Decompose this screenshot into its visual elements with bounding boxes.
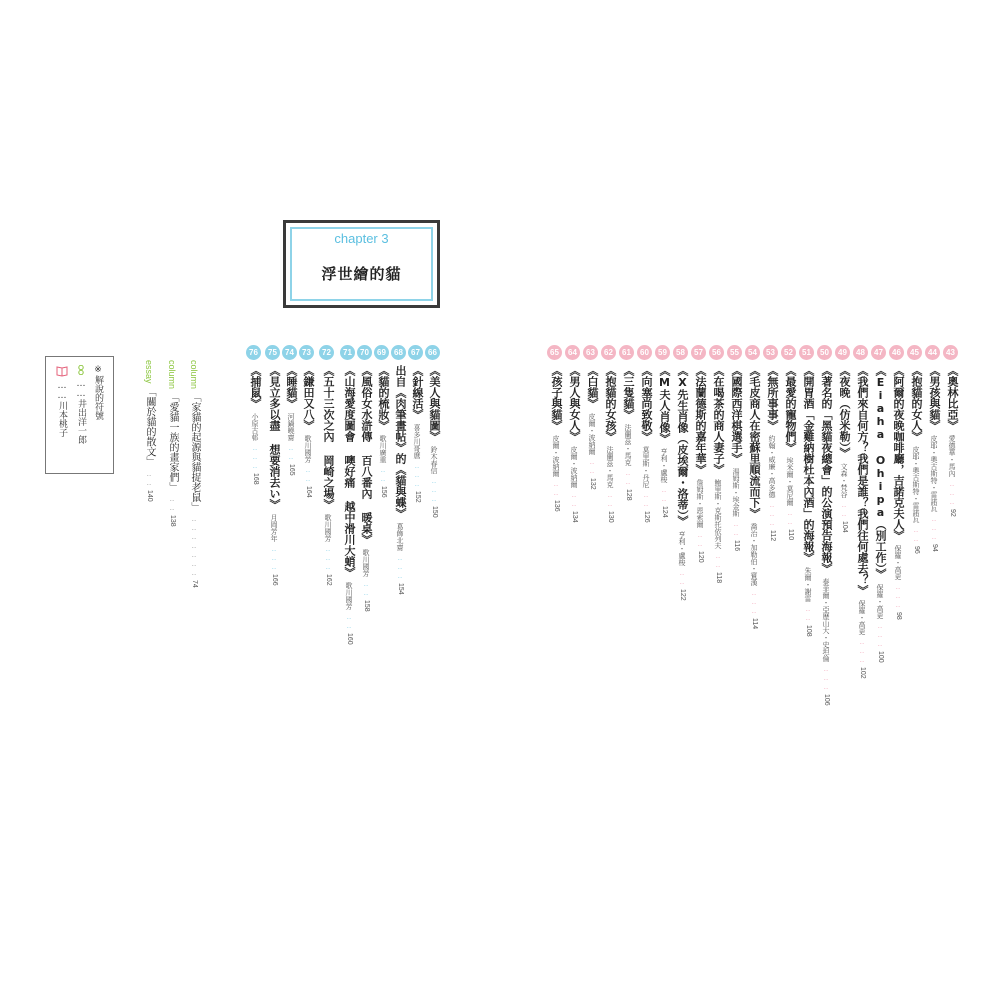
entry-number: 71 (340, 345, 355, 360)
leader-dots: ‥‥ (714, 552, 722, 570)
entry-page: 94 (931, 544, 938, 552)
entry-title: 《美人與貓圖》 (428, 365, 441, 442)
entry-artist: 保羅・高更 (876, 583, 884, 619)
entry-number: 67 (408, 345, 423, 360)
legend-box (45, 356, 114, 474)
entry-title: 《五十三次之內 岡崎之場》 (322, 365, 335, 510)
entry-artist: 約翰・威廉・高多德 (768, 435, 776, 498)
entry-artist: 朱爾・謝雷 (804, 567, 812, 602)
entry-page: 104 (841, 520, 848, 533)
entry-artist: 愛德華・馬內 (948, 435, 956, 477)
entry-title: 《無所事事》 (766, 365, 779, 431)
entry-number: 72 (319, 345, 334, 360)
leader-dots: ‥‥ (345, 613, 353, 631)
entry-artist: 皮爾・波納爾 (588, 413, 596, 455)
entry-artist: 莫里斯・丹尼 (642, 446, 650, 488)
entry-artist: 亨利・盧梭 (678, 530, 686, 566)
entry-page: 164 (305, 486, 312, 498)
leader-dots: ‥‥ (552, 480, 560, 498)
entry-title: 出自《肉筆畫帖》的《貓與蝶》 (394, 365, 407, 519)
entry-title: 《捕鼠》 (249, 365, 262, 409)
entry-page: 132 (589, 478, 596, 490)
entry-number: 62 (601, 345, 616, 360)
leader-dots: ‥‥ (732, 520, 740, 538)
entry-page: 98 (895, 612, 902, 620)
entry-page: 126 (643, 511, 650, 523)
entry-artist: 歌川廣重 (379, 435, 387, 463)
leader-dots: ‥‥‥ (413, 462, 421, 489)
entry-page: 128 (625, 489, 632, 501)
entry-number: 52 (781, 345, 796, 360)
entry-number: 66 (425, 345, 440, 360)
entry-title: 《白貓》 (586, 365, 599, 409)
entry-number: 55 (727, 345, 742, 360)
legend-header: ※解說的符號 (93, 365, 103, 420)
entry-artist: 葛飾北齋 (396, 523, 404, 551)
entry-number: 46 (889, 345, 904, 360)
essay-tag: essay (144, 360, 154, 384)
column-tag: column (189, 360, 199, 390)
entry-page: 168 (252, 473, 259, 485)
leader-dots: ‥‥ (304, 466, 312, 484)
entry-number: 74 (282, 345, 297, 360)
entry-number: 48 (853, 345, 868, 360)
entry-number: 63 (583, 345, 598, 360)
entry-page: 156 (380, 486, 387, 498)
entry-page: 150 (431, 506, 438, 518)
entry-artist: 歌川國芳 (362, 549, 370, 577)
entry-number: 61 (619, 345, 634, 360)
column-tag: column (167, 360, 177, 390)
column-page: 138 (169, 515, 176, 527)
leader-dots: ‥‥‥ (396, 554, 404, 581)
legend-row-book (56, 365, 68, 437)
leader-dots: ‥‥‥ (876, 621, 884, 649)
entry-page: 134 (571, 511, 578, 523)
leader-dots: ‥‥ (379, 466, 387, 484)
entry-page: 106 (823, 694, 830, 706)
entry-title: 《山海愛度圖會 噢好痛 越中滑川大蛸》 (343, 365, 356, 578)
entry-page: 102 (859, 667, 866, 679)
entry-title: 《X先生肖像（皮埃爾・洛蒂）》 (676, 365, 689, 527)
leader-dots: ‥‥ (362, 580, 370, 598)
entry-number: 43 (943, 345, 958, 360)
leader-dots: ‥‥‥ (750, 589, 758, 616)
leader-dots: ‥‥‥ (948, 480, 956, 507)
entry-title: 《男孩與貓》 (928, 365, 941, 431)
entry-title: 《法蘭德斯的嘉年華》 (694, 365, 707, 475)
entry-artist: 鮑里斯・克斯托依列夫 (714, 479, 722, 549)
entry-page: 152 (414, 491, 421, 503)
entry-number: 76 (246, 345, 261, 360)
leader-dots: ‥‥‥ (894, 583, 902, 610)
leader-dots: ‥‥ (570, 491, 578, 509)
entry-title: 《三隻貓》 (622, 365, 635, 420)
leader-dots: ‥‥‥ (324, 545, 332, 572)
entry-title: 《我們來自何方？我們是誰？我們往何處去？》 (856, 365, 869, 596)
entry-artist: 喬治・加勒伯・賓漢 (750, 523, 758, 586)
entry-title: 《抱貓的女人》 (910, 365, 923, 442)
entry-artist: 皮耶・奧古斯特・雷諾瓦 (912, 446, 920, 523)
entry-title: 《最愛的寵物們》 (784, 365, 797, 453)
leader-dots: ‥‥‥ (822, 665, 830, 692)
leader-dots: ‥‥ (804, 605, 812, 623)
entry-page: 110 (787, 529, 794, 541)
entry-artist: 皮爾・波納爾 (552, 435, 560, 477)
chapter-heading-box (283, 220, 440, 308)
legend-text-2: ……川本桃子 (57, 381, 67, 437)
entry-page: 122 (679, 588, 686, 601)
entry-page: 166 (271, 574, 278, 586)
entry-page: 114 (751, 618, 758, 630)
leader-dots: ‥‥ (145, 469, 153, 488)
entry-number: 49 (835, 345, 850, 360)
leader-dots: ‥‥ (696, 531, 704, 549)
leader-dots: ‥‥‥ (858, 638, 866, 665)
entry-title: 《抱貓的女孩》 (604, 365, 617, 442)
entry-title: 《M夫人肖像》 (658, 365, 671, 444)
entry-artist: 歌川國芳 (324, 514, 332, 542)
entry-title: 《男人與女人》 (568, 365, 581, 442)
essay-page: 140 (146, 489, 153, 502)
entry-title: 《風俗女水滸傳 百八番內 暖桌》 (360, 365, 373, 545)
entry-page: 112 (769, 530, 776, 542)
entry-artist: 皮耶・奧古斯特・雷諾瓦 (930, 435, 938, 512)
entry-title: 《鎌田又八》 (302, 365, 315, 431)
entry-number: 75 (265, 345, 280, 360)
entry-page: 165 (288, 464, 295, 476)
glasses-icon (75, 365, 87, 375)
column-title: 「家貓的起源與貓捉老鼠」 (189, 392, 200, 513)
entry-artist: 喜多川哥麿 (413, 424, 421, 459)
entry-title: 《在喝茶的商人妻子》 (712, 365, 725, 475)
entry-artist: 法蘭茲・馬克 (606, 446, 614, 488)
entry-title: 《開胃酒「金雞納樹杜本內酒」的海報》 (802, 365, 815, 563)
entry-number: 47 (871, 345, 886, 360)
entry-number: 64 (565, 345, 580, 360)
legend-row-glasses (75, 365, 87, 444)
entry-page: 130 (607, 511, 614, 523)
leader-dots: ‥‥ (287, 444, 295, 462)
entry-artist: 泰菲爾・亞歷山大・史坦倫 (822, 578, 830, 662)
entry-number: 57 (691, 345, 706, 360)
entry-number: 51 (799, 345, 814, 360)
entry-page: 92 (949, 509, 956, 517)
entry-page: 120 (697, 551, 704, 563)
entry-artist: 鈴木春信 (430, 446, 438, 474)
entry-artist: 詹姆斯・恩索爾 (696, 479, 704, 528)
entry-title: 《阿爾的夜晚咖啡廳，吉諾克夫人》 (892, 365, 905, 541)
column-title: 「愛貓一族的畫家們」 (167, 392, 178, 493)
entry-title: 《Eiaha Ohipa（別工作）》 (874, 365, 887, 580)
entry-page: 118 (715, 572, 722, 584)
entry-artist: 埃米爾・莫尼爾 (786, 457, 794, 506)
entry-artist: 保羅・高更 (858, 600, 866, 635)
leader-dots: ‥‥‥ (768, 501, 776, 528)
entry-title: 《孩子與貓》 (550, 365, 563, 431)
entry-number: 60 (637, 345, 652, 360)
leader-dots: ‥‥ (606, 491, 614, 509)
entry-title: 《向塞尚致敬》 (640, 365, 653, 442)
entry-page: 116 (733, 540, 740, 552)
entry-title: 《奧林比亞》 (946, 365, 959, 431)
entry-number: 56 (709, 345, 724, 360)
entry-number: 54 (745, 345, 760, 360)
legend-text-1: ……井出洋一郎 (76, 379, 86, 444)
entry-title: 《國際西洋棋選手》 (730, 365, 743, 464)
entry-artist: 河鍋曉齋 (287, 413, 295, 441)
leader-dots: ‥‥ (168, 495, 176, 514)
entry-number: 69 (374, 345, 389, 360)
entry-page: 96 (913, 546, 920, 554)
leader-dots: ‥‥ (840, 500, 848, 519)
leader-dots: ‥‥‥ (270, 545, 278, 572)
entry-title: 《睡貓》 (285, 365, 298, 409)
entry-number: 65 (547, 345, 562, 360)
entry-artist: 保羅・高更 (894, 545, 902, 580)
entry-page: 108 (805, 625, 812, 637)
entry-number: 68 (391, 345, 406, 360)
leader-dots: ‥‥ (624, 469, 632, 487)
leader-dots: ‥‥ (678, 568, 686, 587)
entry-page: 100 (877, 650, 884, 663)
entry-title: 《貓的梳妝》 (377, 365, 390, 431)
entry-artist: 歌川國芳 (304, 435, 312, 463)
book-icon (56, 365, 68, 377)
entry-number: 44 (925, 345, 940, 360)
entry-page: 124 (661, 506, 668, 518)
leader-dots: ‥‥‥ (930, 515, 938, 542)
entry-number: 53 (763, 345, 778, 360)
chapter-label: chapter 3 (334, 231, 389, 246)
leader-dots: ‥‥‥ (251, 444, 259, 471)
entry-number: 73 (299, 345, 314, 360)
leader-dots: ‥‥‥ (430, 477, 438, 504)
leader-dots: ‥‥ (912, 526, 920, 544)
entry-artist: 文森・梵谷 (840, 462, 848, 498)
entry-page: 160 (346, 633, 353, 645)
entry-page: 158 (363, 600, 370, 612)
entry-title: 《見立多以盡 想要消去い》 (268, 365, 281, 510)
entry-page: 154 (397, 583, 404, 595)
chapter-title: 浮世繪的貓 (321, 265, 402, 283)
entry-number: 70 (357, 345, 372, 360)
entry-page: 136 (553, 500, 560, 512)
leader-dots: ‥‥ (588, 458, 596, 476)
leader-dots: ‥‥ (642, 491, 650, 509)
entry-title: 《著名的「黑貓夜總會」的公演預告海報》 (820, 365, 833, 574)
entry-artist: 歌川國芳 (345, 582, 353, 610)
entry-number: 50 (817, 345, 832, 360)
leader-dots: ‥‥ (786, 509, 794, 527)
entry-title: 《夜晚（仿米勒）》 (838, 365, 851, 459)
essay-title: 「關於貓的散文」 (144, 386, 155, 467)
entry-title: 《針線活》 (411, 365, 424, 420)
entry-title: 《毛皮商人在密蘇里順流而下》 (748, 365, 761, 519)
column-page: 74 (191, 580, 198, 588)
entry-number: 58 (673, 345, 688, 360)
entry-artist: 亨利・盧梭 (660, 448, 668, 483)
leader-dots: ‥‥‥‥‥‥‥ (190, 515, 198, 579)
entry-artist: 皮爾・波納爾 (570, 446, 578, 488)
entry-artist: 法蘭茲・馬克 (624, 424, 632, 466)
leader-dots: ‥‥ (660, 486, 668, 504)
entry-number: 59 (655, 345, 670, 360)
entry-artist: 湯姆斯・埃金斯 (732, 468, 740, 517)
entry-artist: 小原古邨 (251, 413, 259, 441)
entry-number: 45 (907, 345, 922, 360)
entry-artist: 月岡芳年 (270, 514, 278, 542)
entry-page: 162 (325, 574, 332, 586)
